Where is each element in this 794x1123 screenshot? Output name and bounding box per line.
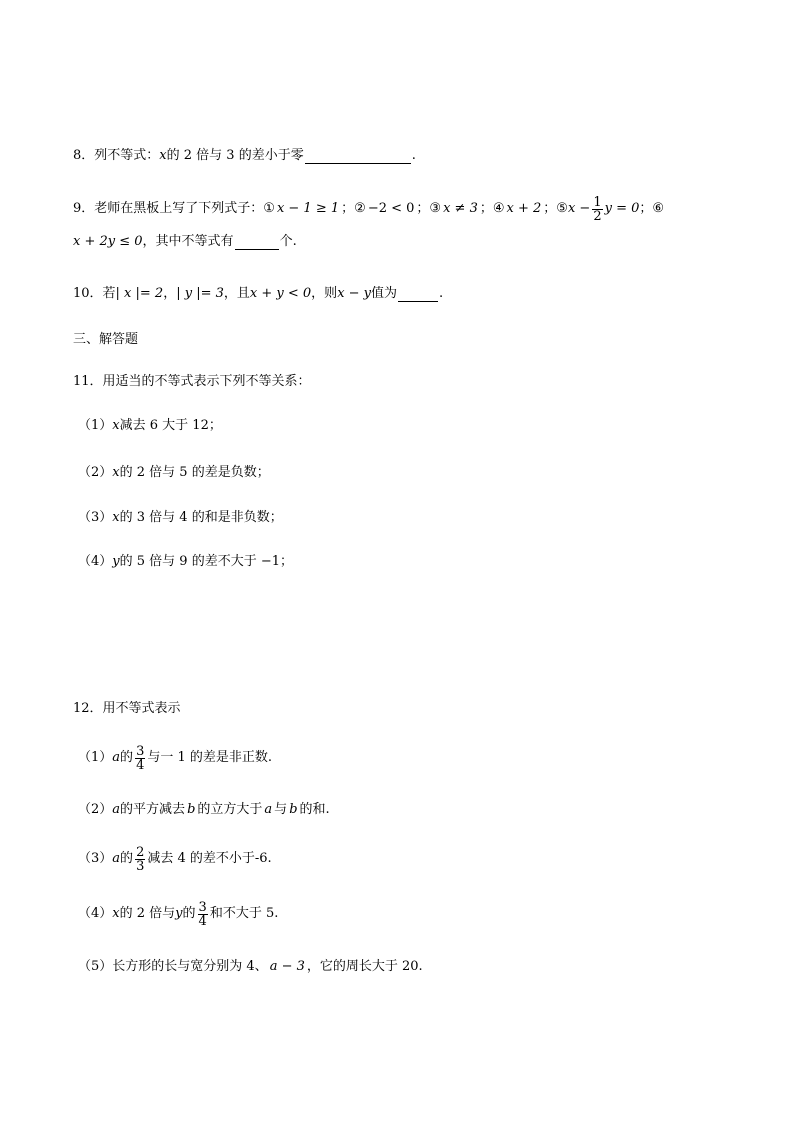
q12-item-5 bbox=[78, 954, 423, 980]
q12-item-number: （2） bbox=[78, 802, 113, 817]
fraction-denominator: 3 bbox=[136, 858, 145, 874]
q10-abs-x: | x |= 2 bbox=[115, 286, 164, 301]
q12-item-var: b bbox=[187, 802, 196, 817]
q10-condition: x + y < 0 bbox=[249, 286, 312, 301]
question-11-title: 11．用适当的不等式表示下列不等关系： bbox=[73, 374, 311, 389]
q12-item-var: a bbox=[264, 802, 273, 817]
q9-fraction-numerator: 1 bbox=[593, 194, 602, 210]
q9-sep: ； bbox=[416, 201, 430, 216]
q12-item-text: 的 2 倍与 bbox=[119, 906, 176, 921]
q9-expr-4: x + 2 bbox=[506, 201, 542, 216]
q11-item-number: （4） bbox=[78, 554, 113, 569]
q11-item-var: y bbox=[112, 554, 120, 569]
q12-item-number: （1） bbox=[78, 750, 113, 765]
q8-var-x: x bbox=[159, 148, 167, 163]
q10-sep-2: ，且 bbox=[223, 286, 250, 301]
q12-item-text: 的 bbox=[120, 851, 134, 866]
q12-item-number: （5） bbox=[78, 959, 113, 974]
fraction-numerator: 3 bbox=[136, 743, 145, 759]
q9-sep: ； bbox=[479, 201, 493, 216]
q11-item-text: 的 2 倍与 5 的差是负数； bbox=[119, 465, 270, 480]
q11-item-3 bbox=[78, 505, 283, 531]
q9-line2-end: 个. bbox=[279, 234, 297, 249]
q12-item-text: 与 bbox=[274, 802, 288, 817]
q11-item-4 bbox=[78, 549, 293, 575]
q11-item-text: 的 5 倍与 9 的差不大于 −1； bbox=[119, 554, 294, 569]
section-heading: 三、解答题 bbox=[73, 332, 139, 347]
q10-prefix: 10．若 bbox=[73, 286, 116, 301]
fraction-denominator: 4 bbox=[136, 757, 145, 773]
q11-item-var: x bbox=[112, 510, 120, 525]
q9-answer-blank[interactable] bbox=[235, 235, 279, 250]
q12-item-text: 与一 1 的差是非正数. bbox=[147, 750, 273, 765]
q9-sep: ； bbox=[639, 201, 653, 216]
q11-item-text: 的 3 倍与 4 的和是非负数； bbox=[119, 510, 283, 525]
q10-answer-blank[interactable] bbox=[398, 287, 438, 302]
q10-abs-y: | y |= 3 bbox=[176, 286, 224, 301]
q12-item-text: ，它的周长大于 20. bbox=[306, 959, 423, 974]
q12-item-text: 减去 4 的差不小于-6. bbox=[147, 851, 272, 866]
q9-prefix: 9．老师在黑板上写了下列式子： bbox=[73, 201, 264, 216]
q10-sep: ， bbox=[163, 286, 177, 301]
question-12-title: 12．用不等式表示 bbox=[73, 701, 181, 716]
q9-sep: ； bbox=[341, 201, 355, 216]
q12-item-number: （4） bbox=[78, 906, 113, 921]
q9-circled-4: ④ bbox=[492, 201, 505, 216]
q12-i1-fraction bbox=[135, 745, 145, 772]
q12-item-number: （3） bbox=[78, 851, 113, 866]
q9-circled-6: ⑥ bbox=[652, 201, 665, 216]
fraction-numerator: 3 bbox=[198, 899, 207, 915]
q12-item-2 bbox=[78, 797, 330, 823]
q12-item-var: a bbox=[112, 802, 121, 817]
q12-item-text: 的 bbox=[120, 750, 134, 765]
question-10 bbox=[73, 281, 443, 307]
q12-item-text: 的平方减去 bbox=[120, 802, 186, 817]
q9-expr-3: x ≠ 3 bbox=[443, 201, 478, 216]
question-9-line-2 bbox=[73, 229, 297, 255]
q12-item-text: 的和. bbox=[299, 802, 330, 817]
q9-sep: ； bbox=[543, 201, 557, 216]
q12-item-var: a bbox=[112, 750, 121, 765]
q11-item-2 bbox=[78, 460, 270, 486]
q9-circled-5: ⑤ bbox=[556, 201, 568, 216]
question-8 bbox=[73, 143, 416, 169]
q12-i4-fraction bbox=[198, 901, 208, 928]
q11-item-1 bbox=[78, 413, 222, 439]
q10-end: . bbox=[439, 286, 444, 301]
q12-item-text: 的立方大于 bbox=[197, 802, 263, 817]
q12-item-1 bbox=[78, 741, 272, 775]
question-9 bbox=[73, 192, 664, 226]
q12-item-text: 和不大于 5. bbox=[209, 906, 279, 921]
q11-item-var: x bbox=[112, 465, 120, 480]
fraction-denominator: 4 bbox=[198, 913, 207, 929]
q9-expr-5-post: y = 0 bbox=[604, 201, 640, 216]
q10-text-2: 值为 bbox=[371, 286, 398, 301]
q12-item-text: 长方形的长与宽分别为 4、 bbox=[112, 959, 268, 974]
q12-item-3 bbox=[78, 842, 272, 876]
q12-item-var: a bbox=[112, 851, 121, 866]
q9-fraction bbox=[592, 196, 602, 223]
q12-item-4 bbox=[78, 897, 278, 931]
q8-prefix: 8．列不等式： bbox=[73, 148, 160, 163]
q8-end: . bbox=[411, 148, 416, 163]
q9-line2-text: ，其中不等式有 bbox=[142, 234, 234, 249]
q10-text: ，则 bbox=[311, 286, 338, 301]
q11-item-text: 减去 6 大于 12； bbox=[119, 418, 222, 433]
q12-item-text: 的 bbox=[182, 906, 196, 921]
q11-item-number: （2） bbox=[78, 465, 113, 480]
q12-item-var: b bbox=[289, 802, 298, 817]
q9-expr-6: x + 2y ≤ 0 bbox=[73, 234, 143, 249]
q11-item-number: （3） bbox=[78, 510, 113, 525]
q10-expr: x − y bbox=[337, 286, 372, 301]
q9-circled-3: ③ bbox=[429, 201, 442, 216]
q9-fraction-denominator: 2 bbox=[593, 208, 602, 224]
q9-expr-1: x − 1 ≥ 1 bbox=[276, 201, 340, 216]
q11-item-number: （1） bbox=[78, 418, 113, 433]
q9-expr-5-pre: x − bbox=[567, 201, 591, 216]
q12-i3-fraction bbox=[135, 846, 145, 873]
q12-item-expr: a − 3 bbox=[269, 959, 305, 974]
fraction-numerator: 2 bbox=[136, 844, 145, 860]
q8-answer-blank[interactable] bbox=[305, 149, 411, 164]
q12-item-var: x bbox=[112, 906, 120, 921]
q9-circled-2: ② bbox=[354, 201, 366, 216]
q11-item-var: x bbox=[112, 418, 120, 433]
q8-text: 的 2 倍与 3 的差小于零 bbox=[166, 148, 304, 163]
q9-circled-1: ① bbox=[263, 201, 275, 216]
q12-item-var: y bbox=[175, 906, 183, 921]
q9-expr-2: −2 < 0 bbox=[367, 201, 415, 216]
